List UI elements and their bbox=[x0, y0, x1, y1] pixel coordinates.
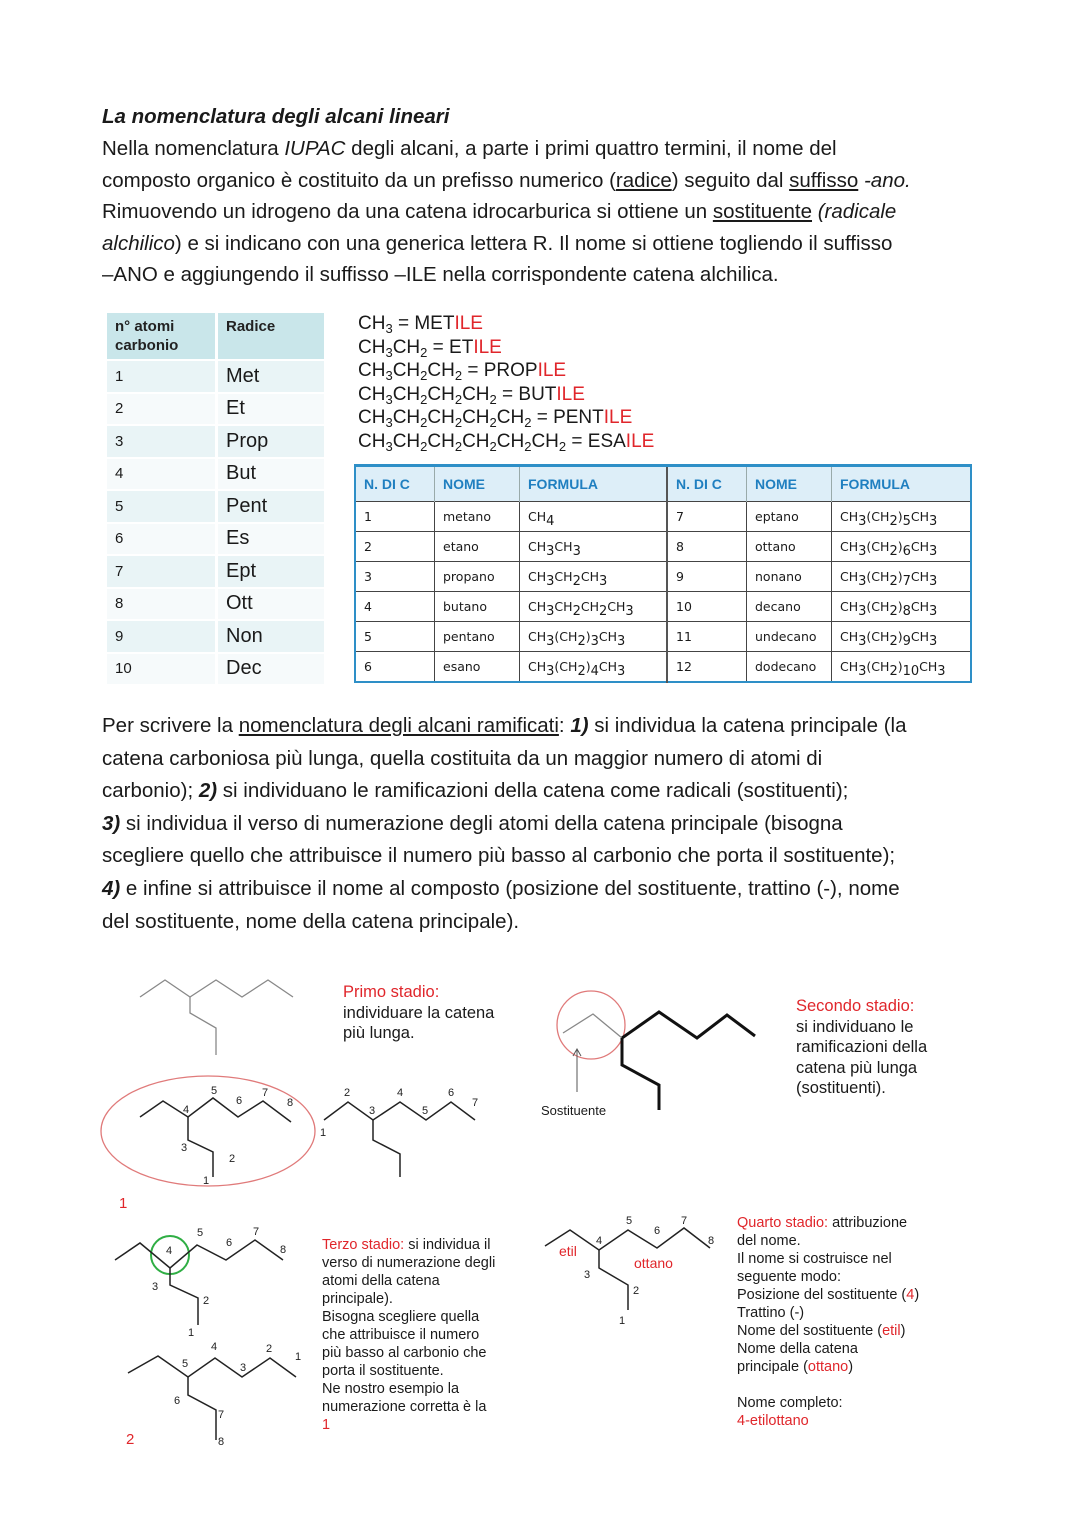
svg-text:4: 4 bbox=[183, 1104, 190, 1116]
root-cell: Es bbox=[217, 523, 325, 556]
svg-text:5: 5 bbox=[422, 1105, 429, 1117]
name-cell: undecano bbox=[747, 622, 832, 652]
radical-suffix: ILE bbox=[625, 430, 655, 452]
carbon-count-cell: 5 bbox=[355, 622, 435, 652]
carbon-count-cell: 10 bbox=[667, 592, 747, 622]
svg-text:4: 4 bbox=[211, 1341, 218, 1353]
root-cell: Prop bbox=[217, 425, 325, 458]
svg-text:5: 5 bbox=[197, 1227, 204, 1239]
svg-text:2: 2 bbox=[344, 1087, 351, 1099]
formula-cell: $CH_3CH_3$ bbox=[520, 532, 668, 562]
formula-cell: $CH_3(CH_2)_5CH_3$ bbox=[832, 502, 972, 532]
svg-text:1: 1 bbox=[188, 1327, 195, 1339]
name-cell: eptano bbox=[747, 502, 832, 532]
alkane-header: NOME bbox=[435, 466, 520, 502]
carbon-count-cell: 4 bbox=[355, 592, 435, 622]
radical-line: $CH_3CH_2CH_2$ = PROPILE bbox=[358, 360, 567, 383]
carbon-count-cell: 1 bbox=[107, 360, 217, 393]
name-cell: propano bbox=[435, 562, 520, 592]
root-cell: Ept bbox=[217, 555, 325, 588]
page-title: La nomenclatura degli alcani lineari bbox=[102, 105, 450, 128]
svg-text:5: 5 bbox=[182, 1358, 189, 1370]
carbon-count-cell: 3 bbox=[107, 425, 217, 458]
svg-text:1: 1 bbox=[320, 1127, 327, 1139]
highlight-ellipse bbox=[101, 1076, 315, 1186]
radical-suffix: ILE bbox=[603, 407, 633, 428]
formula-cell: $CH_3(CH_2)_4CH_3$ bbox=[520, 652, 668, 683]
svg-text:1: 1 bbox=[295, 1351, 302, 1363]
name-cell: dodecano bbox=[747, 652, 832, 683]
radical-line: $CH_3CH_2CH_2CH_2CH_2CH_2$ = ESAILE bbox=[358, 430, 655, 454]
numbered-structure-2 bbox=[324, 1102, 475, 1177]
carbon-count-cell: 2 bbox=[107, 393, 217, 426]
alkane-header: FORMULA bbox=[832, 466, 972, 502]
formula-cell: $CH_3(CH_2)_6CH_3$ bbox=[832, 532, 972, 562]
carbon-count-cell: 9 bbox=[107, 620, 217, 653]
carbon-count-cell: 11 bbox=[667, 622, 747, 652]
root-cell: Et bbox=[217, 393, 325, 426]
carbon-count-cell: 3 bbox=[355, 562, 435, 592]
svg-text:4: 4 bbox=[596, 1235, 603, 1247]
name-cell: esano bbox=[435, 652, 520, 683]
substituent-circle bbox=[557, 991, 625, 1059]
carbon-count-cell: 8 bbox=[667, 532, 747, 562]
named-structure bbox=[545, 1228, 710, 1310]
root-cell: Dec bbox=[217, 653, 325, 685]
top-skeletal-structure bbox=[140, 980, 293, 1055]
option-1-label: 1 bbox=[119, 1195, 128, 1212]
name-cell: butano bbox=[435, 592, 520, 622]
structure-a-numbers bbox=[152, 1226, 286, 1339]
structure-b-numbers bbox=[174, 1341, 301, 1448]
formula-cell: $CH_3(CH_2)_{10}CH_3$ bbox=[832, 652, 972, 683]
svg-text:7: 7 bbox=[218, 1409, 225, 1421]
carbon-count-cell: 1 bbox=[355, 502, 435, 532]
radice-header-atoms: n° atomi carbonio bbox=[107, 313, 217, 360]
svg-text:7: 7 bbox=[262, 1087, 269, 1099]
formula-cell: $CH_3(CH_2)_9CH_3$ bbox=[832, 622, 972, 652]
alkane-header: N. DI C bbox=[667, 466, 747, 502]
svg-text:8: 8 bbox=[280, 1244, 287, 1256]
svg-text:4: 4 bbox=[397, 1087, 404, 1099]
carbon-count-cell: 10 bbox=[107, 653, 217, 685]
name-cell: metano bbox=[435, 502, 520, 532]
formula-cell: $CH_3(CH_2)_8CH_3$ bbox=[832, 592, 972, 622]
svg-text:1: 1 bbox=[203, 1175, 210, 1187]
svg-text:6: 6 bbox=[448, 1087, 455, 1099]
formula-cell: $CH_3(CH_2)_3CH_3$ bbox=[520, 622, 668, 652]
ottano-label: ottano bbox=[634, 1255, 673, 1271]
branched-paragraph: Per scrivere la nomenclatura degli alcani ramificati: 1) si individua la catena principale (la catena carboniosa più lunga, quella costituita da un maggior numero di atomi di carbonio); 2) si individuano le ramificazioni della catena come radicali (sostituenti); 3) si individua il verso di numerazione degli atomi della catena principale (bisogna scegliere quello che attribuisce il numero più basso al carbonio che porta il sostituente); 4) e infine si attribuisce il nome al composto (posizione del sostituente, trattino (-), nome del sostituente, nome della catena principale). bbox=[102, 714, 907, 933]
carbon-count-cell: 6 bbox=[107, 523, 217, 556]
numbering-structure-a bbox=[115, 1240, 283, 1325]
svg-text:3: 3 bbox=[584, 1269, 591, 1281]
radical-suffix: ILE bbox=[556, 383, 585, 405]
radical-line: $CH_3CH_2$ = ETILE bbox=[358, 336, 502, 360]
carbon-count-cell: 12 bbox=[667, 652, 747, 683]
carbon-count-cell: 7 bbox=[667, 502, 747, 532]
carbon-count-cell: 5 bbox=[107, 490, 217, 523]
formula-cell: $CH_3CH_2CH_3$ bbox=[520, 562, 668, 592]
option-2-label: 2 bbox=[126, 1431, 135, 1448]
stage-4-text: Quarto stadio: attribuzione del nome. Il nome si costruisce nel seguente modo: Posizione del sostituente (4) Trattino (-) Nome del sostituente (etil) Nome della catena principale (ottano) Nome completo: 4-etilottano bbox=[737, 1215, 920, 1429]
formula-cell: $CH_3(CH_2)_7CH_3$ bbox=[832, 562, 972, 592]
svg-text:5: 5 bbox=[211, 1085, 218, 1097]
name-cell: decano bbox=[747, 592, 832, 622]
formula-cell: $CH_4$ bbox=[520, 502, 668, 532]
root-cell: Ott bbox=[217, 588, 325, 621]
radical-formula: $CH_3CH_2CH_2CH_2$ bbox=[358, 383, 497, 407]
svg-text:3: 3 bbox=[152, 1281, 159, 1293]
numbered-structure-1 bbox=[140, 1097, 294, 1177]
alkane-header: N. DI C bbox=[355, 466, 435, 502]
carbon-count-cell: 8 bbox=[107, 588, 217, 621]
svg-text:6: 6 bbox=[236, 1095, 243, 1107]
radical-formula: $CH_3$ bbox=[358, 313, 393, 336]
substituent-arrow-label: Sostituente bbox=[541, 1103, 607, 1118]
carbon-count-cell: 6 bbox=[355, 652, 435, 683]
stage-2-text: Secondo stadio: si individuano le ramificazioni della catena più lunga (sostituenti). bbox=[796, 997, 928, 1097]
structure-2-numbers bbox=[320, 1087, 478, 1139]
svg-text:2: 2 bbox=[229, 1153, 236, 1165]
formula-cell: $CH_3CH_2CH_2CH_3$ bbox=[520, 592, 668, 622]
radical-line: $CH_3$ = METILE bbox=[358, 313, 483, 336]
svg-text:7: 7 bbox=[253, 1226, 260, 1238]
radical-formula: $CH_3CH_2CH_2CH_2CH_2$ bbox=[358, 407, 532, 430]
structure-1-numbers bbox=[181, 1085, 293, 1187]
stage-3-text: Terzo stadio: si individua il verso di numerazione degli atomi della catena principale). Bisogna scegliere quella che attribuisce il numero più basso al carbonio che porta il sostituente. Ne nostro esempio la numerazione corretta è la 1 bbox=[322, 1237, 496, 1433]
radice-header-root: Radice bbox=[217, 313, 325, 360]
stage-1-text: Primo stadio: individuare la catena più lunga. bbox=[343, 983, 495, 1042]
carbon-count-cell: 7 bbox=[107, 555, 217, 588]
svg-text:6: 6 bbox=[654, 1225, 661, 1237]
svg-text:4: 4 bbox=[166, 1245, 173, 1257]
radical-formula: $CH_3CH_2CH_2CH_2CH_2CH_2$ bbox=[358, 430, 567, 454]
carbon-count-cell: 2 bbox=[355, 532, 435, 562]
radical-formula: $CH_3CH_2CH_2$ bbox=[358, 360, 463, 383]
svg-text:2: 2 bbox=[203, 1295, 210, 1307]
name-cell: pentano bbox=[435, 622, 520, 652]
svg-text:8: 8 bbox=[287, 1097, 294, 1109]
radical-formula: $CH_3CH_2$ bbox=[358, 336, 428, 360]
alkane-header: FORMULA bbox=[520, 466, 668, 502]
svg-text:8: 8 bbox=[708, 1235, 715, 1247]
root-cell: Pent bbox=[217, 490, 325, 523]
etil-label: etil bbox=[559, 1243, 577, 1259]
svg-text:3: 3 bbox=[240, 1362, 247, 1374]
svg-text:7: 7 bbox=[681, 1215, 688, 1227]
radical-suffix: ILE bbox=[537, 360, 567, 381]
substituent-structure bbox=[563, 1012, 755, 1110]
svg-text:7: 7 bbox=[472, 1097, 479, 1109]
svg-text:6: 6 bbox=[226, 1237, 233, 1249]
radical-line: $CH_3CH_2CH_2CH_2$ = BUTILE bbox=[358, 383, 585, 407]
intro-paragraph: Nella nomenclatura IUPAC degli alcani, a parte i primi quattro termini, il nome del composto organico è costituito da un prefisso numerico (radice) seguito dal suffisso -ano. Rimuovendo un idrogeno da una catena idrocarburica si ottiene un sostituente (radicale alchilico) e si indicano con una generica lettera R. Il nome si ottiene togliendo il suffisso –ANO e aggiungendo il suffisso –ILE nella corrispondente catena alchilica. bbox=[102, 137, 911, 286]
name-cell: etano bbox=[435, 532, 520, 562]
radical-suffix: ILE bbox=[473, 336, 502, 358]
radical-suffix: ILE bbox=[454, 313, 483, 334]
carbon-count-cell: 4 bbox=[107, 458, 217, 491]
alkane-header: NOME bbox=[747, 466, 832, 502]
svg-text:8: 8 bbox=[218, 1436, 225, 1448]
svg-text:3: 3 bbox=[181, 1142, 188, 1154]
svg-text:1: 1 bbox=[619, 1315, 626, 1327]
root-cell: Met bbox=[217, 360, 325, 393]
root-cell: But bbox=[217, 458, 325, 491]
radical-line: $CH_3CH_2CH_2CH_2CH_2$ = PENTILE bbox=[358, 407, 633, 430]
name-cell: nonano bbox=[747, 562, 832, 592]
carbon-count-cell: 9 bbox=[667, 562, 747, 592]
numbering-structure-b bbox=[128, 1356, 296, 1440]
name-cell: ottano bbox=[747, 532, 832, 562]
svg-text:5: 5 bbox=[626, 1215, 633, 1227]
svg-text:3: 3 bbox=[369, 1105, 376, 1117]
svg-text:6: 6 bbox=[174, 1395, 181, 1407]
svg-text:2: 2 bbox=[633, 1285, 640, 1297]
root-cell: Non bbox=[217, 620, 325, 653]
svg-text:2: 2 bbox=[266, 1343, 273, 1355]
